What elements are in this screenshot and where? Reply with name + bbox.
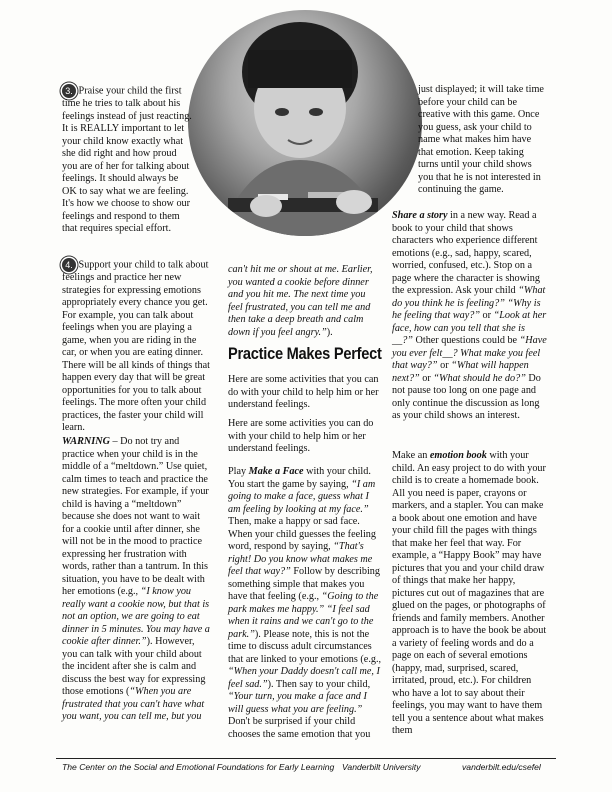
game-continuation — [418, 84, 546, 197]
story-text-3: Other questions could be — [412, 335, 520, 346]
warning-text: – Do not try and practice when your child is in the middle of a “meltdown.” Use quiet, calm times to teach and practice the new strategies. For example, if your child is having a “meltdown” because she does not want to wait for a cookie until after dinner, she will not be in the mood to practice expressing her frustration with words, rather than a tantrum. In this situation, you have to be dealt with her emotions (e.g., — [62, 436, 209, 597]
play-quote-2: “That's right! Do you know what makes me feel that way?” — [228, 541, 373, 577]
story-quote-2: “Look at her face, how can you tell that she is __?” — [392, 310, 547, 346]
play-intro: Play — [228, 466, 249, 477]
item-3 — [62, 84, 194, 236]
play-quote-5: “Your turn, you make a face and I will guess what you are feeling.” — [228, 691, 367, 715]
section-heading: Practice Makes Perfect — [228, 344, 382, 363]
play-title: Make a Face — [248, 466, 304, 477]
story-title: Share a story — [392, 210, 448, 221]
story-quote-4: “What will happen next?” — [392, 360, 529, 384]
story-text-5: or — [419, 372, 434, 384]
play-quote-3: “Going to the park makes me happy.” “I feel sad when it rains and we can't go to the park.” — [228, 591, 379, 640]
book-title: emotion book — [429, 450, 487, 461]
child-photo-illustration — [188, 10, 422, 236]
intro-paragraph-2 — [228, 418, 382, 456]
footer-divider — [56, 758, 556, 759]
story-quote-5: “What should he do?” — [433, 372, 526, 384]
quote-close: ). — [326, 326, 333, 338]
warning-paragraph — [62, 436, 212, 724]
game-continuation-text: just displayed; it will take time before your child can be creative with this game. Once you guess, ask your child to name what makes him have that emotion. Keep taking turns until your child shows you that he is not interested in continuing the game. — [418, 84, 544, 195]
quote-continuation — [228, 264, 378, 339]
item-4-text: Support your child to talk about feelings and practice her new strategies for expressing emotions appropriately every chance you get. For example, you can talk about feelings when you are playing a game, when you are riding in the car, or when you are eating dinner. There will be all kinds of things that happen every day that will be great opportunities for you to talk about feelings. The more often your child practices, the faster your child will learn. — [62, 259, 210, 433]
warning-label: WARNING — [62, 436, 110, 447]
item-3-text: Praise your child the first time he tries to talk about his feelings instead of just reacting. It is REALLY important to let your child know exactly what she did right and how proud you are of her for talking about feelings. It should always be OK to say what we are feeling. It's how we choose to show our feelings and respond to them that requires special effort. — [62, 85, 192, 234]
book-intro: Make an — [392, 450, 430, 461]
item-3-number: 3. — [62, 84, 76, 98]
quote-continuation-text: can't hit me or shout at me. Earlier, you wanted a cookie before dinner and you hit me. The next time you feel frustrated, you can tell me and then take a deep breath and calm down if you feel angry.” — [228, 264, 373, 338]
play-quote-1: “I am going to make a face, guess what I am feeling by looking at my face.” — [228, 478, 376, 515]
intro-paragraph-2-text: Here are some activities you can do with your child to help him or her understand feelings. — [228, 418, 374, 454]
warning-quote-1: “I know you really want a cookie now, but that is not an option, we are going to eat dinner in 5 minutes. You may have a cookie after dinner.” — [62, 586, 210, 647]
item-4-number: 4. — [62, 258, 76, 272]
intro-paragraph-1 — [228, 374, 382, 412]
play-text-4: ). Please note, this is not the time to discuss adult circumstances that are linked to your emotions (e.g., — [228, 628, 382, 665]
warning-quote-2: “When you are frustrated that you can't have what you want, you can tell me, but you — [62, 686, 205, 722]
footer-center-name: The Center on the Social and Emotional Foundations for Early Learning — [62, 762, 335, 772]
book-text: with your child. An easy project to do with your child is to create a homemade book. All you need is paper, crayons or markers, and a stapler. You can make a book about one emotion and have your child fill the pages with things that make her feel that way. For example, a “Happy Book” may have pictures that you and your child draw of things that make her happy, pictures cut out of magazines that are glued on the pages, or photographs of friends and family members. Another approach is to have the book be about a variety of feeling words and do a page on each of several emotions (happy, mad, surprised, scared, irritated, proud, etc.). For children who have a lot to say about their feelings, you may want to have them tell you a sentence about what makes them — [392, 450, 547, 736]
child-photo — [188, 10, 422, 236]
story-text-1: in a new way. Read a book to your child that shows characters who experience different emotions (e.g., sad, happy, scared, worried, confused, etc.). Stop on a page where the character is showing the expression. Ask your child — [392, 210, 540, 296]
play-text-2: Then, make a happy or sad face. When your child guesses the feeling word, respond by saying, — [228, 516, 376, 552]
share-a-story-paragraph — [392, 210, 548, 423]
story-quote-1: “What do you think he is feeling?” “Why is he feeling that way?” — [392, 285, 546, 321]
make-a-face-paragraph — [228, 466, 382, 741]
story-text-6: Do not pause too long on one page and only continue the discussion as long as your child shows an interest. — [392, 372, 541, 421]
play-quote-4: “When your Daddy doesn't call me, I feel sad.” — [228, 666, 380, 690]
play-text-6: Don't be surprised if your child chooses the same emotion that you — [228, 716, 371, 740]
play-text-5: ). Then say to your child, — [267, 678, 371, 690]
play-text-1: with your child. You start the game by saying, — [228, 466, 371, 490]
footer-url[interactable]: vanderbilt.edu/csefel — [462, 762, 541, 772]
story-quote-3: “Have you ever felt__? What make you feel that way?” — [392, 335, 547, 371]
intro-paragraph-1-text: Here are some activities that you can do with your child to help him or her understand feelings. — [228, 374, 379, 410]
footer-university: Vanderbilt University — [342, 762, 421, 772]
warning-text-2: ). However, you can talk with your child about the incident after she is calm and discuss the best way for expressing those emotions ( — [62, 636, 206, 697]
story-text-4: or — [437, 360, 452, 371]
story-text-2: or — [480, 310, 494, 321]
emotion-book-paragraph — [392, 450, 548, 738]
play-text-3: Follow by describing something simple that makes you have that feeling (e.g., — [228, 566, 380, 602]
item-4 — [62, 258, 212, 435]
